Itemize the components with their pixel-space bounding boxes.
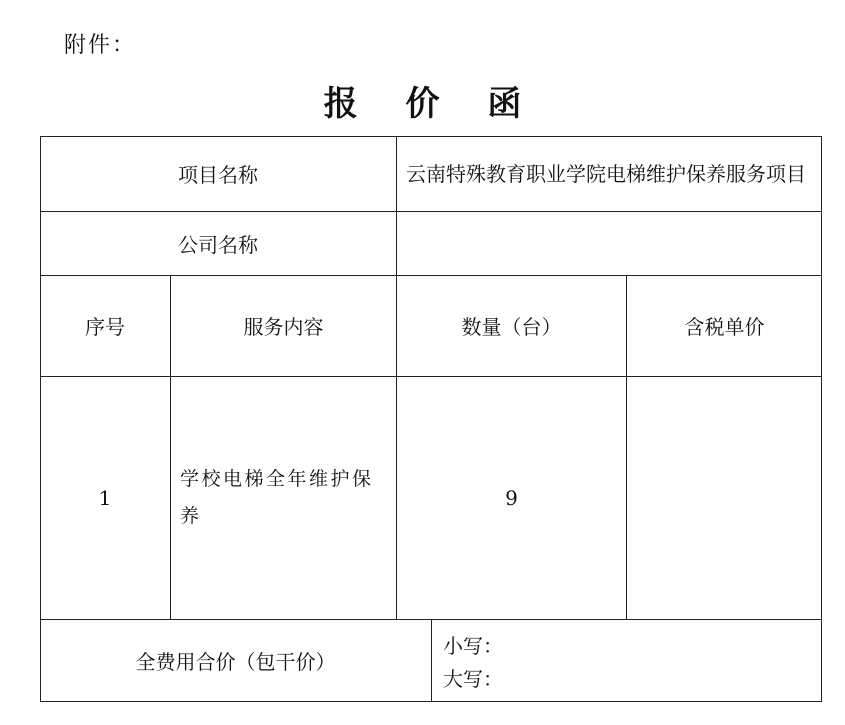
row-service [171, 376, 396, 619]
project-name-label: 项目名称 [178, 163, 258, 187]
project-name-text: 云南特殊教育职业学院电梯维护保养服务项目 [406, 161, 806, 186]
row-unit-price [627, 376, 822, 619]
row-service-text: 学校电梯全年维护保养 [180, 467, 374, 527]
lower-case-amount-label: 小写： [443, 634, 503, 658]
row-quantity: 9 [505, 485, 518, 510]
column-divider-total [431, 619, 432, 702]
attachment-label: 附件： [64, 33, 137, 58]
column-header-index: 序号 [85, 315, 125, 339]
column-header-unit-price: 含税单价 [684, 315, 765, 339]
company-name-value [397, 211, 822, 275]
amount-lines [443, 630, 503, 696]
page-title: 报 价 函 [323, 84, 540, 124]
upper-case-amount-label: 大写： [443, 667, 503, 691]
column-header-quantity: 数量（台） [461, 315, 562, 339]
column-header-service: 服务内容 [243, 315, 324, 339]
row-index: 1 [98, 485, 112, 510]
total-price-label: 全费用合价（包干价） [135, 650, 336, 674]
company-name-label: 公司名称 [178, 232, 258, 257]
project-name-value [397, 136, 822, 211]
